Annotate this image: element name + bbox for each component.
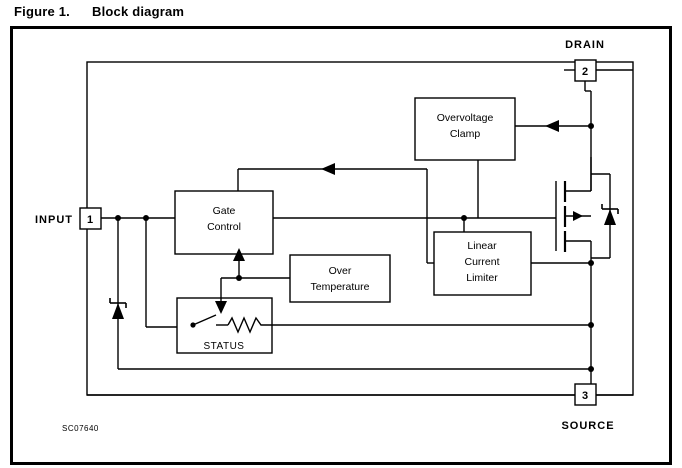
figure-title: Block diagram xyxy=(91,4,185,19)
block-status-label: STATUS xyxy=(203,341,245,352)
pin-2-label: DRAIN xyxy=(565,39,605,51)
node-source-limiter xyxy=(588,260,594,266)
block-diagram xyxy=(13,29,669,462)
block-over-temperature-line-1: Over xyxy=(328,265,352,277)
figure-number: Figure 1. xyxy=(14,4,70,19)
frame-right-border xyxy=(669,26,672,465)
drawing-code: SC07640 xyxy=(62,424,99,433)
block-over-temperature-line-2: Temperature xyxy=(310,281,370,293)
frame-bottom-border xyxy=(10,462,672,465)
pin-1-number: 1 xyxy=(86,214,95,226)
block-linear-current-limiter-line-2: Current xyxy=(464,256,500,268)
pin-1-label: INPUT xyxy=(35,214,73,226)
figure-caption xyxy=(14,4,184,19)
block-gate-control-line-2: Control xyxy=(207,221,241,233)
mosfet-bulk-arrow xyxy=(573,211,583,221)
node-over-temp-branch xyxy=(236,275,242,281)
input-zener-triangle xyxy=(112,303,124,319)
arrow-clamp-input xyxy=(545,120,559,132)
pin-3-label: SOURCE xyxy=(561,420,615,432)
block-linear-current-limiter-line-1: Linear xyxy=(467,240,497,252)
node-source-bottom-rail xyxy=(588,366,594,372)
block-overvoltage-clamp-line-1: Overvoltage xyxy=(436,112,494,124)
pin-2-number: 2 xyxy=(581,66,590,78)
arrow-feedback-bus xyxy=(321,163,335,175)
block-overvoltage-clamp-line-2: Clamp xyxy=(449,128,481,140)
block-over-temperature xyxy=(290,255,390,302)
pin-3-number: 3 xyxy=(581,390,590,402)
body-diode-triangle xyxy=(604,209,616,225)
device-boundary xyxy=(87,62,633,395)
block-gate-control-line-1: Gate xyxy=(212,205,236,217)
block-linear-current-limiter-line-3: Limiter xyxy=(466,272,498,284)
